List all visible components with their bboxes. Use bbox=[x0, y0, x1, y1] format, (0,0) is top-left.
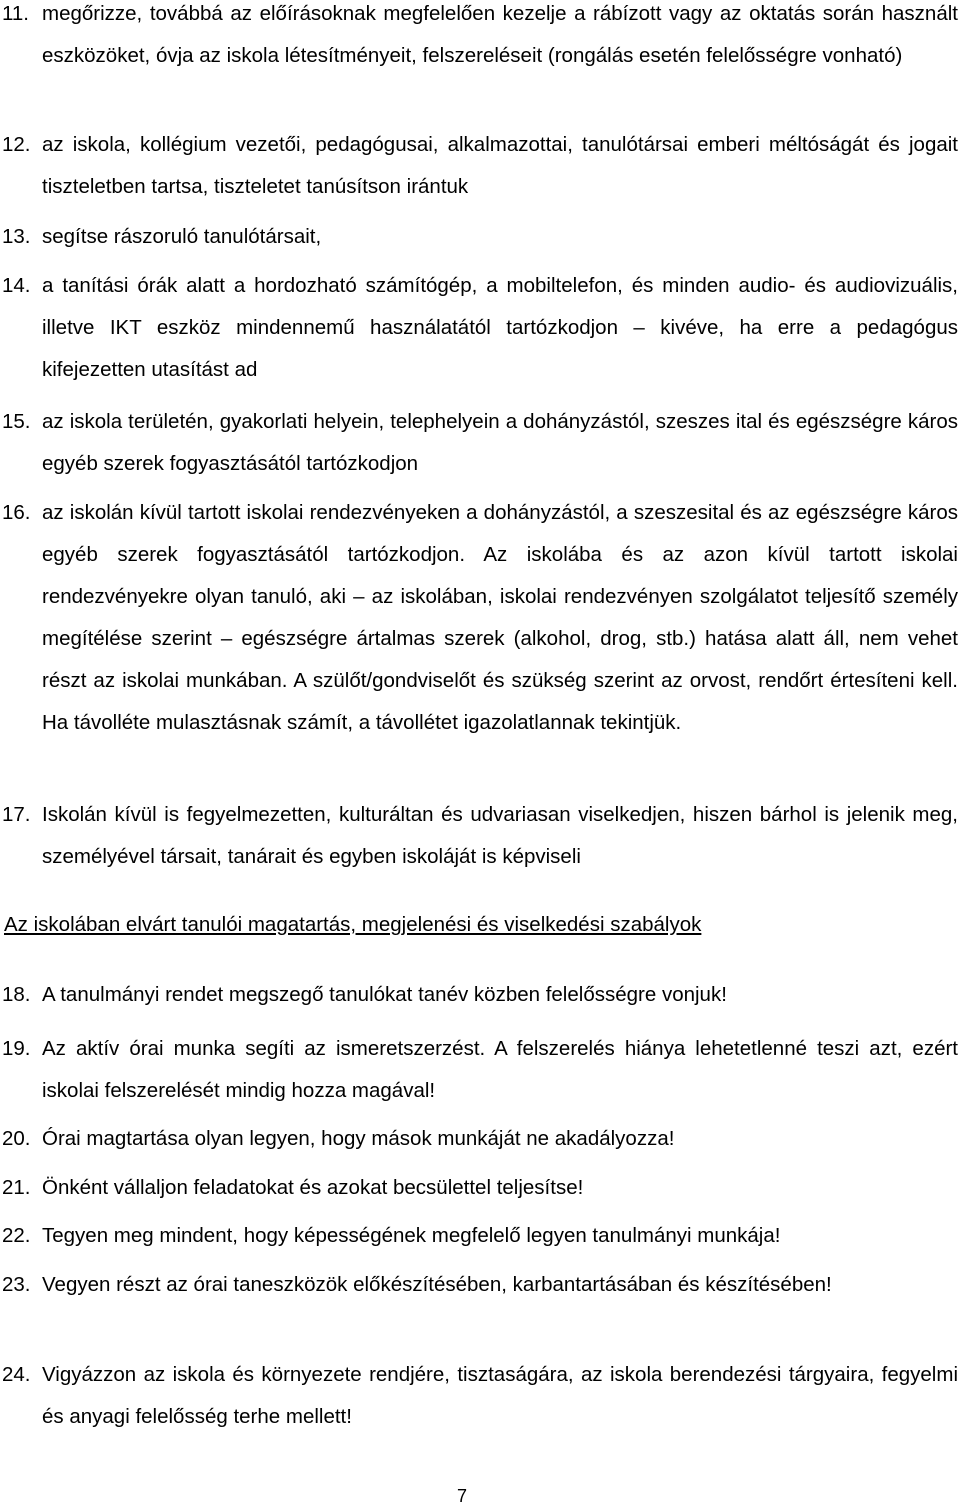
item-text: A tanulmányi rendet megszegő tanulókat tanév közben felelősségre vonjuk! bbox=[42, 983, 727, 1006]
list-item bbox=[2, 1264, 958, 1306]
item-number: 14. bbox=[2, 274, 31, 297]
list-item bbox=[2, 1354, 958, 1438]
item-text: Az aktív órai munka segíti az ismeretszerzést. A felszerelés hiánya lehetetlenné teszi azt, ezért iskolai felszerelését mindig hozza magával! bbox=[42, 1037, 958, 1102]
list-item bbox=[2, 974, 958, 1016]
item-text: Órai magtartása olyan legyen, hogy mások munkáját ne akadályozza! bbox=[42, 1127, 675, 1150]
list-item bbox=[2, 0, 958, 77]
item-text: az iskola, kollégium vezetői, pedagógusai, alkalmazottai, tanulótársai emberi méltóságát és jogait tiszteletben tartsa, tiszteletet tanúsítson irántuk bbox=[42, 133, 958, 198]
item-number: 11. bbox=[2, 2, 29, 25]
item-text: segítse rászoruló tanulótársait, bbox=[42, 225, 322, 248]
item-text: Iskolán kívül is fegyelmezetten, kulturáltan és udvariasan viselkedjen, hiszen bárhol is jelenik meg, személyével társait, tanárait és egyben iskoláját is képviseli bbox=[42, 803, 958, 868]
list-item bbox=[2, 1118, 958, 1160]
item-number: 17. bbox=[2, 803, 31, 826]
list-item bbox=[2, 216, 958, 258]
list-item bbox=[2, 1028, 958, 1112]
list-item bbox=[2, 1215, 958, 1257]
item-number: 23. bbox=[2, 1273, 31, 1296]
item-number: 24. bbox=[2, 1363, 31, 1386]
item-number: 19. bbox=[2, 1037, 31, 1060]
item-number: 18. bbox=[2, 983, 31, 1006]
item-number: 16. bbox=[2, 501, 31, 524]
item-text: az iskola területén, gyakorlati helyein, telephelyein a dohányzástól, szeszes ital és egészségre káros egyéb szerek fogyasztásától tartózkodjon bbox=[42, 410, 958, 475]
item-number: 20. bbox=[2, 1127, 31, 1150]
item-number: 21. bbox=[2, 1176, 31, 1199]
list-item bbox=[2, 1167, 958, 1209]
list-item bbox=[2, 265, 958, 391]
item-text: megőrizze, továbbá az előírásoknak megfelelően kezelje a rábízott vagy az oktatás során használt eszközöket, óvja az iskola létesítményeit, felszereléseit (rongálás esetén felelősségre vonható) bbox=[42, 2, 958, 67]
item-text: Tegyen meg mindent, hogy képességének megfelelő legyen tanulmányi munkája! bbox=[42, 1224, 781, 1247]
item-number: 12. bbox=[2, 133, 31, 156]
list-item bbox=[2, 492, 958, 744]
item-text: Önként vállaljon feladatokat és azokat becsülettel teljesítse! bbox=[42, 1176, 584, 1199]
item-number: 22. bbox=[2, 1224, 31, 1247]
list-item bbox=[2, 124, 958, 208]
item-text: a tanítási órák alatt a hordozható számítógép, a mobiltelefon, és minden audio- és audiovizuális, illetve IKT eszköz mindennemű használatától tartózkodjon – kivéve, ha erre a pedagógus kifejezetten utasítást ad bbox=[42, 274, 958, 381]
item-text: az iskolán kívül tartott iskolai rendezvényeken a dohányzástól, a szeszesital és az egészségre káros egyéb szerek fogyasztásától tartózkodjon. Az iskolába és az azon kívül tartott iskolai rendezvényekre olyan tanuló, aki – az iskolában, iskolai rendezvényen szolgálatot teljesítő személy megítélése szerint – egészségre ártalmas szerek (alkohol, drog, stb.) hatása alatt áll, nem vehet részt az iskolai munkában. A szülőt/gondviselőt és szükség szerint az orvost, rendőrt értesíteni kell. Ha távolléte mulasztásnak számít, a távollétet igazolatlannak tekintjük. bbox=[42, 501, 958, 734]
section-heading: Az iskolában elvárt tanulói magatartás, megjelenési és viselkedési szabályok bbox=[4, 913, 702, 936]
item-text: Vigyázzon az iskola és környezete rendjére, tisztaságára, az iskola berendezési tárgyaira, fegyelmi és anyagi felelősség terhe mellett! bbox=[42, 1363, 958, 1428]
item-number: 15. bbox=[2, 410, 31, 433]
item-number: 13. bbox=[2, 225, 31, 248]
list-item bbox=[2, 794, 958, 878]
page-number: 7 bbox=[456, 1486, 467, 1506]
item-text: Vegyen részt az órai taneszközök előkészítésében, karbantartásában és készítésében! bbox=[42, 1273, 832, 1296]
list-item bbox=[2, 401, 958, 485]
